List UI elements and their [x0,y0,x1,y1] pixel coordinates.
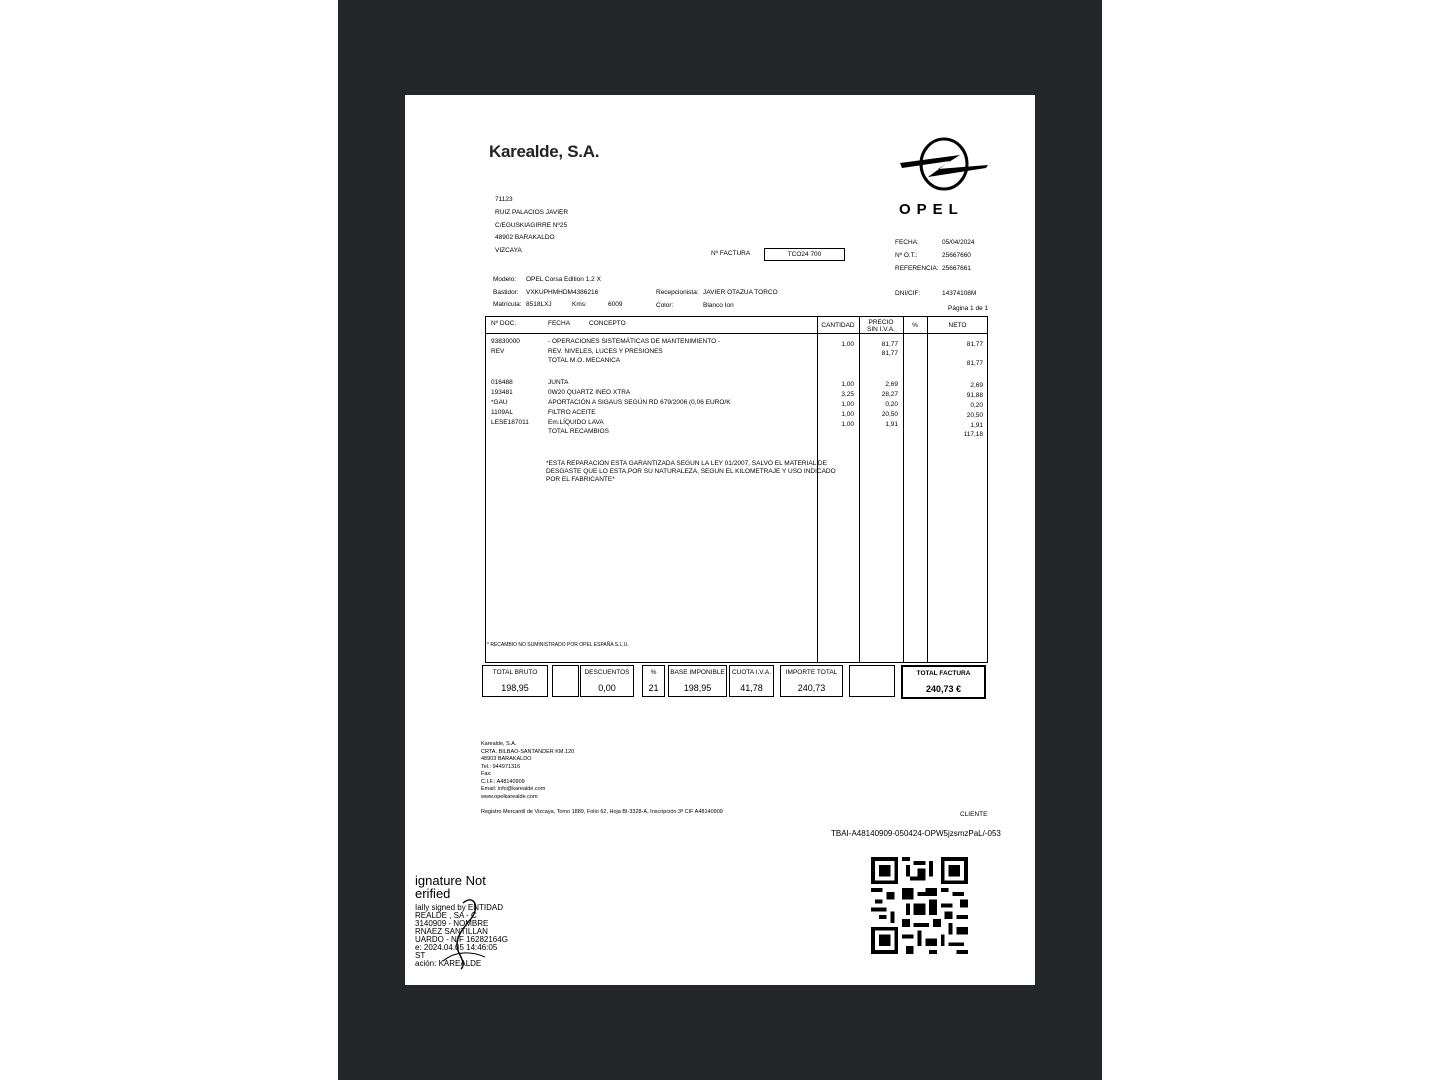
cuota-iva-label: CUOTA I.V.A. [731,669,771,676]
pct-label: % [650,669,657,676]
signature-line: ación: KAREALDE [415,960,482,966]
row-concepto: TOTAL M.O. MECANICA [548,357,621,364]
row-concepto: Em.LÍQUIDO LAVA [548,419,604,426]
col-divider [859,316,860,663]
signature-line: e: 2024.04.05 14:46:05 [415,943,498,952]
signature-scribble-icon [435,891,495,971]
items-table [485,316,988,663]
customer-province: VIZCAYA [495,247,522,254]
fecha-label: FECHA: [895,239,919,246]
row-concepto: 0W20 QUARTZ INEO XTRA [548,389,631,396]
signature-line: ST [415,951,426,960]
customer-street: C/EGUSKIAGIRRE Nº25 [495,222,568,229]
footer-address [481,741,574,801]
col-divider [903,316,904,663]
recepcionista-value: JAVIER OTAZUA TORCO [703,289,778,296]
dni-label: DNI/CIF: [895,290,921,297]
pct-box [642,665,665,697]
fecha-value: 05/04/2024 [942,239,975,246]
header-cantidad: CANTIDAD [821,322,855,329]
footer-line: Karealde, S.A. [481,741,517,747]
footer-line: CRTA. BILBAO-SANTANDER KM.120 [481,748,575,755]
cuota-iva-box [729,665,774,697]
row-cantidad: 1,00 [841,381,854,388]
opel-logo-icon [898,135,990,195]
signature-title: erified [415,886,451,901]
row-cantidad: 1,00 [841,341,854,348]
cliente-label: CLIENTE [960,811,988,818]
descuentos-box [580,665,634,697]
total-factura-label: TOTAL FACTURA [916,670,971,677]
modelo-value: OPEL Corsa Edition 1.2 X [526,276,601,283]
row-concepto: JUNTA [548,379,569,386]
row-precio: 1,91 [885,421,898,428]
row-doc: LESE187011 [491,419,529,426]
row-neto: 117,18 [963,431,983,438]
row-concepto: APORTACIÓN A SIGAUS SEGÚN RD 679/2006 (0,06 EURO/K [548,399,731,406]
tbai-code: TBAI-A48140909-050424-OPW5jzsmzPaL/-053 [831,829,1001,838]
footer-line: Fax: [481,771,492,777]
empty-box [849,665,895,697]
importe-total-box [780,665,843,697]
color-value: Blanco Ion [703,302,734,309]
customer-city: 48902 BARAKALDO [495,234,555,241]
customer-name: RUIZ PALACIOS JAVIER [495,209,569,216]
signature-line: UARDO - NIF 16282164G [415,935,508,944]
invoice-page [405,95,1035,985]
header-precio-sin-iva: SIN I.V.A. [867,326,895,333]
signature-line: REALDE , SA - C [415,911,477,920]
color-label: Color: [656,302,674,309]
footnote: * RECAMBIO NO SUMINISTRADO POR OPEL ESPAÑA S.L.U. [487,642,629,648]
footer-line: www.opelkarealde.com [481,793,538,800]
base-imponible-label: BASE IMPONIBLE [670,669,725,676]
header-fecha: FECHA [548,320,571,327]
row-cantidad: 3,25 [841,391,854,398]
header-concepto: CONCEPTO [589,320,626,327]
table-header-divider [485,333,988,334]
signature-line: Ially signed by ENTIDAD [415,903,504,912]
row-precio: 81,77 [881,350,898,357]
row-neto: 91,88 [966,392,983,399]
bastidor-value: VXKUPHMHDM4386216 [526,289,599,296]
signature-line: RNAEZ SANTILLAN [415,927,488,936]
base-imponible-box [668,665,727,697]
registry-line: Registro Mercantil de Vizcaya, Tomo 1889, Folio 62, Hoja BI-3328-A, Inscripción 3ª CIF A48140909 [481,809,723,815]
row-doc: 016488 [491,379,513,386]
row-doc: *GAU [491,399,508,406]
invoice-number: TCO24 700 [764,248,845,261]
dni-value: 14374108M [942,290,977,297]
recepcionista-label: Recepcionista: [656,289,699,296]
row-precio: 2,69 [885,381,898,388]
page-number: Página 1 de 1 [948,305,989,312]
ot-value: 25667660 [942,252,971,259]
total-bruto-box [482,665,548,697]
guarantee-note-line: DESGASTE QUE LO ESTA,POR SU NATURALEZA, SEGUN EL KILOMETRAJE Y USO INDICADO [546,468,836,475]
row-neto: 81,77 [966,341,983,348]
kms-label: Kms: [572,301,587,308]
footer-line: 48903 BARAKALDO [481,756,532,762]
row-concepto: - OPERACIONES SISTEMÁTICAS DE MANTENIMIENTO - [548,338,721,345]
modelo-label: Modelo: [493,276,517,283]
guarantee-note-line: *ESTA REPARACION ESTA GARANTIZADA SEGUN LA LEY 01/2007, SALVO EL MATERIAL DE [546,460,827,467]
total-bruto-value: 198,95 [501,683,529,693]
col-divider [927,316,928,663]
row-doc: 93830000 [491,338,520,345]
footer-line: Tel.: 944971316 [481,763,521,770]
row-doc: 1109AL [491,409,513,416]
row-cantidad: 1,00 [841,411,854,418]
row-cantidad: 1,00 [841,401,854,408]
guarantee-note-line: POR EL FABRICANTE* [546,476,615,483]
header-pct: % [912,322,918,329]
matricula-value: 8518LXJ [526,301,552,308]
empty-box [552,665,579,697]
header-doc: Nº DOC. [491,320,517,327]
row-doc: 193481 [491,389,513,396]
signature-title: ignature Not [415,873,486,888]
ot-label: Nº O.T.: [895,252,918,259]
descuentos-value: 0,00 [598,683,616,693]
row-doc: REV [491,348,505,355]
row-neto: 2,69 [970,382,983,389]
cuota-iva-value: 41,78 [740,683,763,693]
row-neto: 1,91 [970,422,983,429]
row-neto: 81,77 [966,360,983,367]
company-name: Karealde, S.A. [489,142,600,161]
pct-value: 21 [648,683,659,693]
row-precio: 0,20 [885,401,898,408]
col-divider [817,316,818,663]
row-precio: 28,27 [881,391,898,398]
total-factura-value: 240,73 € [925,684,962,694]
qr-code-icon [871,857,968,954]
row-neto: 0,20 [970,402,983,409]
total-bruto-label: TOTAL BRUTO [492,669,538,676]
kms-value: 6009 [608,301,623,308]
importe-total-label: IMPORTE TOTAL [785,669,838,676]
base-imponible-value: 198,95 [683,683,712,693]
row-concepto: FILTRO ACEITE [548,409,596,416]
invoice-number-label: Nº FACTURA [711,250,751,257]
signature-line: 3140909 - NOMBRE [415,919,489,928]
customer-code: 71123 [495,196,513,203]
total-factura-box [901,665,986,699]
header-precio: PRECIO [868,319,894,326]
matricula-label: Matrícula: [493,301,522,308]
header-neto: NETO [948,322,967,329]
importe-total-value: 240,73 [797,683,826,693]
brand-name: OPEL [899,201,964,218]
footer-line: C.I.F.: A48140909 [481,778,525,785]
row-precio: 81,77 [881,341,898,348]
descuentos-label: DESCUENTOS [584,669,630,676]
footer-line: Email: info@karealde.com [481,786,546,792]
row-concepto: REV. NIVELES, LUCES Y PRESIONES [548,348,663,355]
row-precio: 20,50 [881,411,898,418]
row-cantidad: 1,00 [841,421,854,428]
bastidor-label: Bastidor: [493,289,519,296]
row-neto: 20,50 [966,412,983,419]
ref-label: REFERENCIA: [895,265,939,272]
ref-value: 25667661 [942,265,971,272]
row-concepto: TOTAL RECAMBIOS [548,428,609,435]
